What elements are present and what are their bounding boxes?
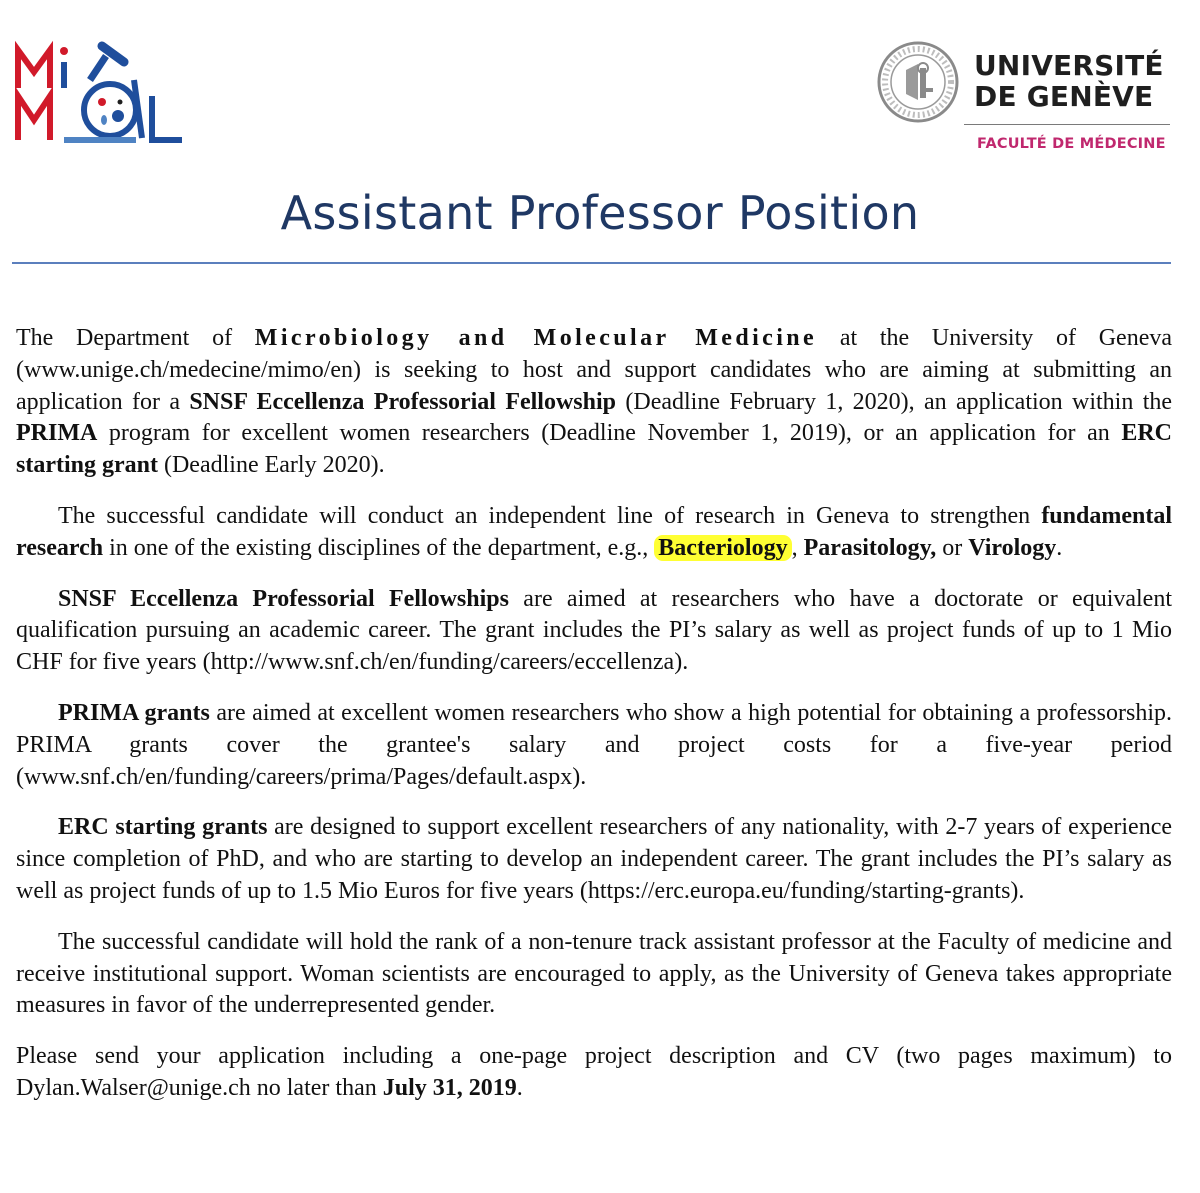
mimol-logo-icon — [14, 40, 186, 146]
text: . — [1056, 534, 1063, 561]
paragraph-rank — [16, 927, 1172, 1022]
university-name-line1: UNIVERSITÉ — [974, 49, 1164, 82]
paragraph-application — [16, 1041, 1172, 1105]
text: or — [936, 534, 969, 561]
page-title: Assistant Professor Position — [280, 186, 920, 240]
text: . — [516, 1074, 523, 1101]
text: The successful candidate will hold the rank of a non-tenure track assistant professor at the Faculty of medicine and receive institutional support. Woman scientists are encouraged to apply, as the University of Geneva takes appropriate measures in favor of the underrepresented gender. — [16, 928, 1172, 1019]
text: no later than — [250, 1074, 383, 1101]
paragraph-snsf — [16, 584, 1172, 679]
text: The Department of — [16, 325, 255, 351]
text: are designed to support excellent researchers of any nationality, with 2-7 years of experience since completion of PhD, and who are starting to develop an independent career. The grant includes the PI’s salary as well as project funds of up to 1.5 Mio Euros for five years (https://erc.europa.eu/funding/starting-grants). — [16, 814, 1172, 904]
title-divider — [12, 262, 1171, 264]
prima-name: PRIMA — [16, 420, 98, 447]
snsf-fellowship-name: SNSF Eccellenza Professorial Fellowship — [189, 388, 617, 415]
university-name-line2: DE GENÈVE — [974, 80, 1154, 113]
deadline-date: July 31, 2019 — [382, 1074, 517, 1101]
text: , — [791, 534, 804, 561]
erc-heading: ERC starting grants — [58, 814, 268, 841]
paragraph-erc — [16, 812, 1172, 907]
text: program for excellent women researchers (Deadline November 1, 2019), or an application for an — [97, 420, 1122, 447]
text: are aimed at researchers who have a doctorate or equivalent qualification pursuing an academic career. The grant includes the PI’s salary as well as project funds of up to 1 Mio CHF for five years (http://www.snf.ch/en/funding/careers/eccellenza). — [16, 585, 1173, 676]
bacteriology-highlight: Bacteriology — [658, 534, 788, 561]
paragraph-department — [16, 323, 1172, 482]
parasitology: Parasitology, — [803, 534, 937, 561]
virology: Virology — [968, 534, 1057, 561]
text: in one of the existing disciplines of the department, e.g., — [103, 534, 655, 561]
snsf-heading: SNSF Eccellenza Professorial Fellowships — [58, 585, 509, 612]
mimol-logo — [14, 40, 186, 146]
document-body — [16, 323, 1172, 1124]
unige-logo — [876, 40, 1176, 160]
fundamental-research: fundamental research — [16, 502, 1172, 561]
prima-heading: PRIMA grants — [58, 699, 210, 726]
paragraph-candidate — [16, 501, 1172, 565]
erc-grant-name: ERC starting grant — [16, 420, 1172, 479]
text: at the University of Geneva (www.unige.ch/medecine/mimo/en) is seeking to host and support candidates who are aiming at submitting an application for a — [16, 325, 1172, 415]
text: (Deadline February 1, 2020), an application within the — [616, 388, 1173, 415]
contact-email: Dylan.Walser@unige.ch — [16, 1074, 251, 1101]
paragraph-prima — [16, 698, 1172, 793]
university-name — [974, 50, 1164, 112]
text: The successful candidate will conduct an independent line of research in Geneva to strengthen — [58, 502, 1042, 529]
text: are aimed at excellent women researchers who show a high potential for obtaining a professorship. PRIMA grants cover the grantee's salary and project costs for a five-year period (www.snf.ch/en/funding/careers/prima/Pages/default.aspx). — [16, 699, 1172, 790]
text: (Deadline Early 2020). — [157, 452, 385, 479]
text: Please send your application including a one-page project description and CV (two pages maximum) to — [16, 1043, 1172, 1070]
logo-divider — [964, 124, 1170, 125]
department-name: Microbiology and Molecular Medicine — [254, 325, 818, 351]
unige-seal-icon — [876, 40, 960, 124]
faculty-name: FACULTÉ DE MÉDECINE — [977, 136, 1166, 152]
